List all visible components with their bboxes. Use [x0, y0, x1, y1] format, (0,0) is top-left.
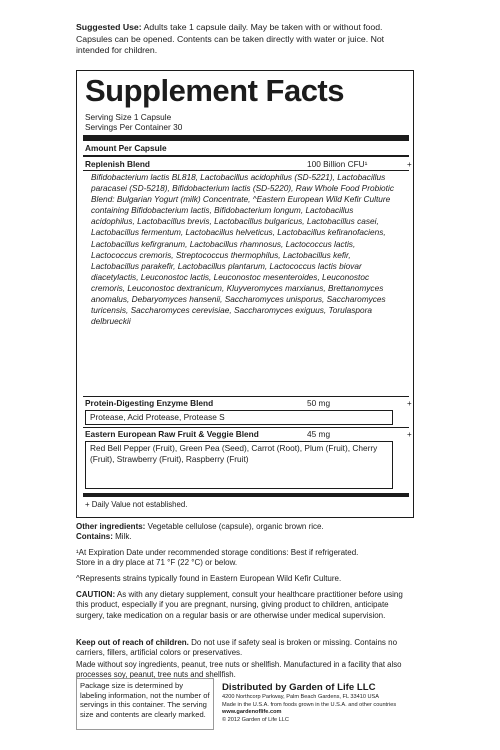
- protein-row: [85, 398, 412, 409]
- replenish-ingredients: Bifidobacterium lactis BL818, Lactobacillus acidophilus (SD-5221), Lactobacillus paracasei (SD-5218), Bifidobacterium lactis (SD-5220), Raw Whole Food Probiotic Blend: Bulgarian Yogurt (milk) Concentrate, ^Eastern European Wild Kefir Culture containing Bifidobacterium lactis, Bifidobacterium longum, Lactobacillus acidophilus, Lactobacillus brevis, Lactobacillus bulgaricus, Lactobacillus casei, Lactobacillus fermentum, Lactobacillus helveticus, Lactobacillus kefiranofaciens, Lactobacillus kefirgranum, Lactobacillus rhamnosus, Lactococcus lactis, Lactococcus cremoris, Streptococcus thermophilus, Lactobacillus kefir, Lactobacillus parakefir, Lactobacillus plantarum, Lactococcus lactis biovar diacetylactis, Leuconostoc lactis, Leuconostoc mesenteroides, Leuconostoc cremoris, Leuconostoc dextranicum, Kluyveromyces marxianus, Brettanomyces anomalus, Debaryomyces hansenii, Saccharomyces unisporus, Saccharomyces turicensis, Saccharomyces cerevisiae, Saccharomyces exiguus, Torulaspora delbrueckii: [91, 172, 394, 327]
- supplement-facts-panel: [76, 70, 414, 518]
- bottom-divider: [83, 493, 409, 497]
- fruit-row: [85, 429, 412, 440]
- row-divider: [83, 170, 409, 171]
- row-divider: [83, 427, 409, 428]
- protein-marker: +: [407, 399, 412, 408]
- servings-per-container: Servings Per Container 30: [85, 122, 183, 132]
- keep-out-label: Keep out of reach of children.: [76, 638, 189, 647]
- fruit-name: Eastern European Raw Fruit & Veggie Blend: [85, 429, 259, 439]
- distributor-website: www.gardenoflife.com: [222, 709, 282, 716]
- facts-title: Supplement Facts: [85, 73, 344, 108]
- protein-name: Protein-Digesting Enzyme Blend: [85, 398, 214, 408]
- package-size-note: Package size is determined by labeling information, not the number of servings in this container. The serving size and contents are clearly marked.: [76, 678, 214, 730]
- amount-header: Amount Per Capsule: [85, 143, 167, 153]
- thick-divider: [83, 135, 409, 141]
- medium-divider: [83, 155, 409, 157]
- distributor-address: 4200 Northcorp Parkway, Palm Beach Gardens, FL 33410 USA: [222, 694, 380, 700]
- contains: [76, 532, 416, 542]
- contains-text: Milk.: [115, 532, 132, 541]
- replenish-name: Replenish Blend: [85, 159, 151, 169]
- keep-out-text: Do not use if safety seal is broken or missing. Contains no carriers, fillers, artificial colors or preservatives.: [76, 638, 398, 658]
- suggested-use: [76, 22, 416, 57]
- fruit-ingredients: Red Bell Pepper (Fruit), Green Pea (Seed), Carrot (Root), Plum (Fruit), Cherry (Fruit), Strawberry (Fruit), Raspberry (Fruit): [85, 441, 393, 489]
- fruit-marker: +: [407, 430, 412, 439]
- distributor-block: [222, 682, 422, 724]
- caution-text: As with any dietary supplement, consult your healthcare practitioner before using this product, especially if you are pregnant, nursing, giving product to children, anticipate surgery, take medication on a regular basis or are otherwise under medical supervision.: [76, 590, 403, 620]
- caution: [76, 590, 416, 621]
- suggested-use-text: Adults take 1 capsule daily. May be taken with or without food. Capsules can be opened. Contents can be taken directly with water or juice. Not intended for children.: [76, 22, 385, 55]
- contains-label: Contains:: [76, 532, 113, 541]
- footnote-expiration: ¹At Expiration Date under recommended storage conditions: Best if refrigerated. Store in a dry place at 71 °F (22 °C) or below.: [76, 548, 359, 568]
- supplement-label: [76, 18, 430, 730]
- serving-size: Serving Size 1 Capsule: [85, 112, 172, 122]
- caution-label: CAUTION:: [76, 590, 116, 599]
- keep-out: [76, 638, 416, 659]
- suggested-use-label: Suggested Use:: [76, 22, 142, 32]
- footnote-kefir: ^Represents strains typically found in Eastern European Wild Kefir Culture.: [76, 574, 342, 583]
- dv-note: + Daily Value not established.: [85, 500, 188, 509]
- replenish-row: [85, 159, 412, 170]
- distributor-title: Distributed by Garden of Life LLC: [222, 682, 376, 693]
- other-ingredients-text: Vegetable cellulose (capsule), organic brown rice.: [147, 522, 324, 531]
- row-divider: [83, 396, 409, 397]
- protein-ingredients: Protease, Acid Protease, Protease S: [85, 410, 393, 425]
- distributor-made-in: Made in the U.S.A. from foods grown in the U.S.A. and other countries: [222, 701, 397, 708]
- fruit-amount: 45 mg: [307, 429, 331, 439]
- other-ingredients: [76, 522, 416, 532]
- replenish-amount: 100 Billion CFU¹: [307, 159, 368, 169]
- replenish-marker: +: [407, 160, 412, 169]
- made-without: Made without soy ingredients, peanut, tree nuts or shellfish. Manufactured in a facility that also processes soy, peanut, tree nuts and shellfish.: [76, 660, 402, 679]
- distributor-copyright: © 2012 Garden of Life LLC: [222, 716, 289, 723]
- protein-amount: 50 mg: [307, 398, 331, 408]
- other-ingredients-label: Other ingredients:: [76, 522, 146, 531]
